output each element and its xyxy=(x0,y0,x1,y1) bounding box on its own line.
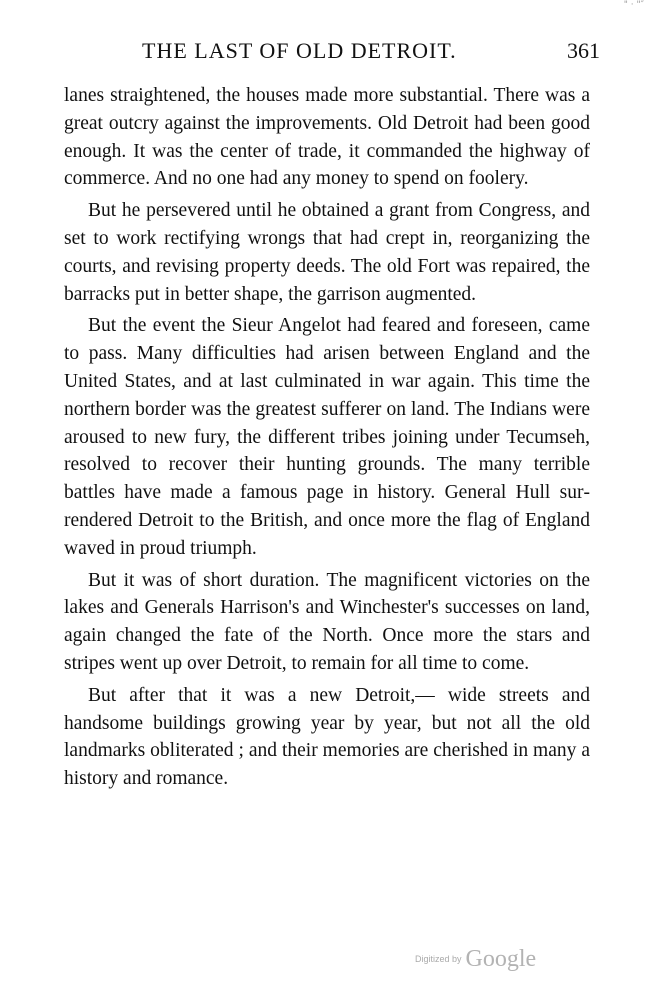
google-logo: Google xyxy=(465,946,537,972)
digitized-prefix: Digitized by xyxy=(415,954,462,964)
digitized-by-google-watermark xyxy=(415,946,555,980)
paragraph-4: But it was of short duration. The magnificent victories on the lakes and Generals Harrison's and Winchester's successes on land, again changed the fate of the North. Once more the stars and stripes went up over Detroit, to remain for all time to come. xyxy=(64,569,590,674)
body-text xyxy=(64,82,590,797)
running-head xyxy=(60,38,600,64)
paragraph-1: lanes straightened, the houses made more substantial. There was a great outcry against the improvements. Old Detroit had been good enough. It was the center of trade, it commanded the highway of commerce. And no one had any money to spend on foolery. xyxy=(64,85,590,190)
corner-scan-marks: " · "″ xyxy=(623,0,644,10)
paragraph-3: But the event the Sieur Angelot had feared and foreseen, came to pass. Many difficulties had arisen between England and the United States, and at last culminated in war again. This time the northern border was the greatest sufferer on land. The Indians were aroused to new fury, the different tribes joining under Tecumseh, resolved to recover their hunting grounds. The many terrible battles have made a famous page in history. General Hull surrendered Detroit to the British, and once more the flag of England waved in proud triumph. xyxy=(64,315,590,559)
paragraph-5: But after that it was a new Detroit,— wide streets and handsome buildings growing year by year, but not all the old landmarks obliterated ; and their memories are cherished in many a history and romance. xyxy=(64,684,590,790)
paragraph-2: But he persevered until he obtained a grant from Congress, and set to work rectifying wrongs that had crept in, reorganizing the courts, and revising property deeds. The old Fort was repaired, the barracks put in better shape, the garrison augmented. xyxy=(64,200,590,305)
running-title: THE LAST OF OLD DETROIT. xyxy=(142,38,457,63)
page-number: 361 xyxy=(567,38,600,63)
